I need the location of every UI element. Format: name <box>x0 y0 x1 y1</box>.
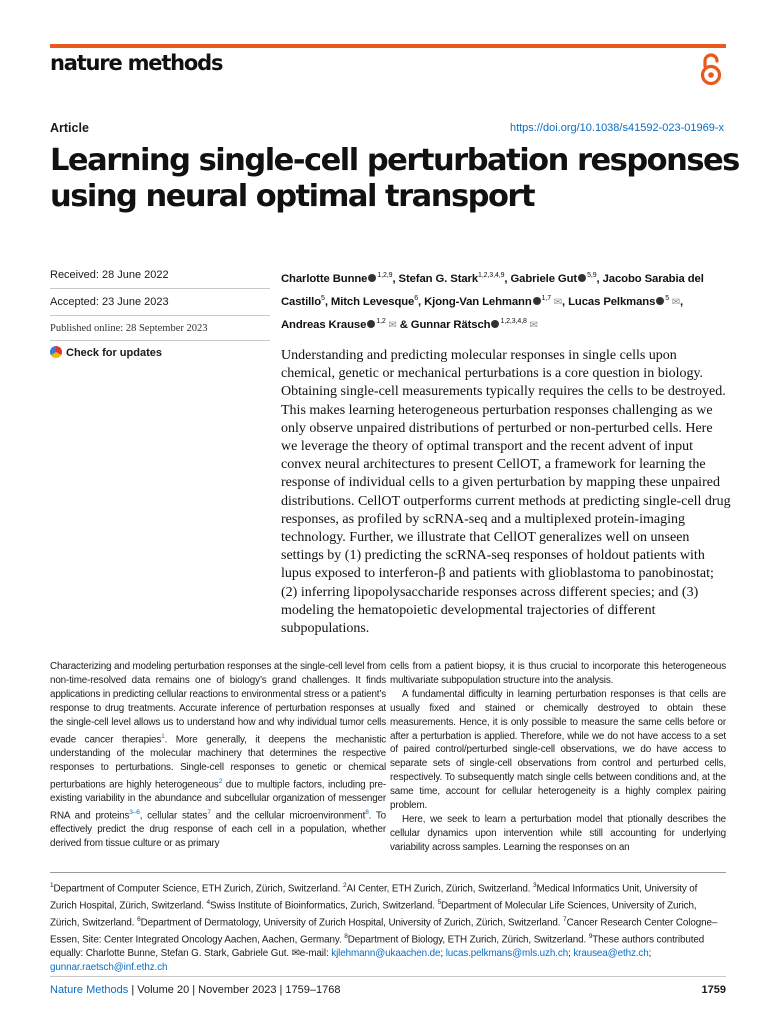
published-date: Published online: 28 September 2023 <box>50 323 208 334</box>
check-updates-icon <box>50 346 62 358</box>
accepted-date: Accepted: 23 June 2023 <box>50 296 169 308</box>
citation-link[interactable]: 2 <box>218 777 223 785</box>
check-updates-label: Check for updates <box>66 347 162 359</box>
author-name[interactable]: Gabriele Gut <box>510 272 578 285</box>
citation-link[interactable]: 1 <box>161 732 165 740</box>
affiliation-text: Department of Molecular Life Sciences, University of Zurich, Zürich, Switzerland. <box>50 900 697 929</box>
affiliation-number: 4 <box>206 899 211 907</box>
email-icon[interactable]: ✉ <box>551 296 563 308</box>
orcid-icon[interactable] <box>491 320 499 328</box>
footnote-divider <box>50 872 726 873</box>
email-link[interactable]: lucas.pelkmans@mls.uzh.ch <box>445 948 569 960</box>
affiliation-text: Department of Dermatology, University of Zurich Hospital, University of Zurich, Zürich, Switzerland. <box>140 917 564 929</box>
citation-link[interactable]: 7 <box>207 808 211 816</box>
author-affiliation: 1,7 <box>541 294 552 302</box>
email-separator: ; <box>440 948 446 960</box>
orcid-icon[interactable] <box>367 320 375 328</box>
affiliation-text: AI Center, ETH Zurich, Zürich, Switzerland. <box>346 883 534 895</box>
received-date: Received: 28 June 2022 <box>50 269 169 281</box>
body-text: Characterizing and modeling perturbation responses at the single-cell level from non-time-resolved data remains one of biology’s grand challenges. It finds applications in predicting cellular reactions to environmental stress or a patient’s response to drug treatments. Accurate inference of perturbation responses at the single-cell level allows us to understand how and why individual tumor cells evade cancer therapies <box>50 661 386 745</box>
email-label: e-mail: <box>299 948 332 960</box>
body-paragraph: cells from a patient biopsy, it is thus crucial to incorporate this heterogeneous multivariate subpopulation structure into the analysis. <box>390 661 726 686</box>
author-separator: , <box>418 295 425 308</box>
body-text: , cellular states <box>139 809 208 821</box>
citation-link[interactable]: 8 <box>365 808 369 816</box>
body-column-right <box>390 660 726 855</box>
author-separator: & <box>396 318 411 331</box>
footer-journal-link[interactable]: Nature Methods <box>50 984 129 996</box>
author-name[interactable]: Andreas Krause <box>281 318 367 331</box>
body-text: . To effectively predict the drug response of each cell in a population, whether derived from tissue culture or as primary <box>50 809 387 849</box>
divider <box>50 315 270 316</box>
affiliation-text: Department of Computer Science, ETH Zurich, Zürich, Switzerland. <box>53 883 343 895</box>
doi-link[interactable]: https://doi.org/10.1038/s41592-023-01969-x <box>509 122 724 134</box>
author-list <box>281 266 726 335</box>
email-link[interactable]: krausea@ethz.ch <box>573 948 649 960</box>
page-footer <box>50 984 340 996</box>
email-separator: ; <box>568 948 574 960</box>
page-title: Learning single-cell perturbation responses using neural optimal transport <box>50 143 739 214</box>
affiliations-footnote <box>50 879 726 975</box>
affiliation-number: 9 <box>588 933 593 941</box>
email-icon[interactable]: ✉ <box>385 319 397 331</box>
author-separator: , <box>504 272 511 285</box>
email-separator: ; <box>648 948 652 960</box>
author-affiliation: 1,2,3,4,9 <box>478 272 505 279</box>
affiliation-text: These authors contributed equally: Charlotte Bunne, Stefan G. Stark, Gabriele Gut. <box>50 934 705 960</box>
author-separator: , <box>392 272 399 285</box>
page-number: 1759 <box>701 984 726 996</box>
affiliation-number: 7 <box>563 916 567 924</box>
affiliation-number: 2 <box>342 882 347 889</box>
body-text: . More generally, it deepens the mechanistic understanding of the molecular machinery that determines the respective responses to perturbations. Single-cell responses to genetic or chemical perturbations are highly heterogeneous <box>50 733 386 790</box>
footer-details: | Volume 20 | November 2023 | 1759–1768 <box>128 984 341 996</box>
orcid-icon[interactable] <box>368 274 376 282</box>
author-affiliation: 5,9 <box>587 272 597 279</box>
divider <box>50 340 270 341</box>
author-affiliation: 5 <box>321 294 325 302</box>
email-link[interactable]: kjlehmann@ukaachen.de <box>331 948 441 960</box>
affiliation-text: Swiss Institute of Bioinformatics, Zurich, Switzerland. <box>210 900 438 912</box>
author-separator: , <box>324 295 331 308</box>
affiliation-number: 6 <box>137 916 141 924</box>
journal-name: nature methods <box>50 51 223 75</box>
footer-divider <box>50 976 726 977</box>
author-name[interactable]: Mitch Levesque <box>330 295 415 308</box>
affiliation-text: Cancer Research Center Cologne–Essen, Site: Center Integrated Oncology Aachen, Aachen, Germany. <box>50 917 718 946</box>
affiliation-text: Medical Informatics Unit, University of Zurich Hospital, Zürich, Switzerland. <box>50 883 698 912</box>
author-separator: , <box>562 295 569 308</box>
check-updates-button[interactable] <box>50 346 162 359</box>
author-affiliation: 1,2,3,4,8 <box>500 317 527 325</box>
author-name[interactable]: Charlotte Bunne <box>281 272 368 285</box>
article-type: Article <box>50 121 89 135</box>
body-text: and the cellular microenvironment <box>210 809 366 821</box>
body-text: due to multiple factors, including pre-existing variability in the abundance and subcellular organization of messenger RNA and proteins <box>50 778 386 821</box>
header-accent-bar <box>50 44 726 48</box>
author-name[interactable]: Stefan G. Stark <box>398 272 479 285</box>
body-column-left <box>50 660 386 851</box>
author-separator: , <box>596 272 603 285</box>
author-affiliation: 1,2 <box>376 317 386 325</box>
author-affiliation: 1,2,9 <box>377 272 393 279</box>
email-icon: ✉ <box>291 948 300 960</box>
open-access-icon <box>697 52 725 86</box>
orcid-icon[interactable] <box>578 274 586 282</box>
abstract: Understanding and predicting molecular responses in single cells upon chemical, genetic or mechanical perturbations is a core question in biology. Obtaining single-cell measurements typically requires the cells to be destroyed. This makes learning heterogeneous perturbation responses challenging as we only observe unpaired distributions of perturbed or non-perturbed cells. Here we leverage the theory of optimal transport and the recent advent of input convex neural architectures to present CellOT, a framework for learning the response of individual cells to a given perturbation by mapping these unpaired distributions. CellOT outperforms current methods at predicting single-cell drug responses, as profiled by scRNA-seq and a multiplexed protein-imaging technology. Further, we illustrate that CellOT generalizes well on unseen settings by (1) predicting the scRNA-seq responses of holdout patients with lupus exposed to interferon-β and patients with glioblastoma to panobinostat; (2) inferring lipopolysaccharide responses across different species; and (3) modeling the hematopoietic developmental trajectories of different subpopulations. <box>281 348 731 637</box>
affiliation-number: 8 <box>344 933 348 941</box>
affiliation-text: Department of Biology, ETH Zurich, Zürich, Switzerland. <box>347 934 589 946</box>
body-paragraph: A fundamental difficulty in learning perturbation responses is that cells are usually fixed and stained or chemically destroyed to obtain these measurements. Hence, it is only possible to measure the same cells before or after a perturbation is applied. Therefore, while we do not have access to a set of paired control/perturbed single-cell observations, we do have access to separate sets of single-cell observations from control and perturbed cells, respectively. To subsequently match single cells between conditions and, at the same time, account for cellular heterogeneity is a highly complex pairing problem. <box>390 688 726 812</box>
author-name[interactable]: Lucas Pelkmans <box>568 295 656 308</box>
citation-link[interactable]: 3–6 <box>129 808 140 816</box>
email-icon[interactable]: ✉ <box>669 296 681 308</box>
orcid-icon[interactable] <box>533 297 541 305</box>
author-name[interactable]: Kjong-Van Lehmann <box>424 295 532 308</box>
affiliation-number: 1 <box>50 882 54 889</box>
email-icon[interactable]: ✉ <box>526 319 538 331</box>
email-link[interactable]: gunnar.raetsch@inf.ethz.ch <box>50 962 168 974</box>
author-separator: , <box>680 295 684 308</box>
author-affiliation: 6 <box>414 294 419 302</box>
affiliation-number: 3 <box>533 882 537 889</box>
affiliation-number: 5 <box>437 899 441 907</box>
body-paragraph <box>50 660 386 851</box>
body-paragraph: Here, we seek to learn a perturbation model that ptionally describes the cellular dynamics upon intervention while still accounting for underlying variability across samples. Learning the responses on an <box>390 813 726 853</box>
divider <box>50 288 270 289</box>
author-affiliation: 5 <box>665 294 670 302</box>
author-name[interactable]: Jacobo Sarabia del Castillo <box>281 272 704 308</box>
author-name[interactable]: Gunnar Rätsch <box>410 318 491 331</box>
orcid-icon[interactable] <box>656 297 664 305</box>
